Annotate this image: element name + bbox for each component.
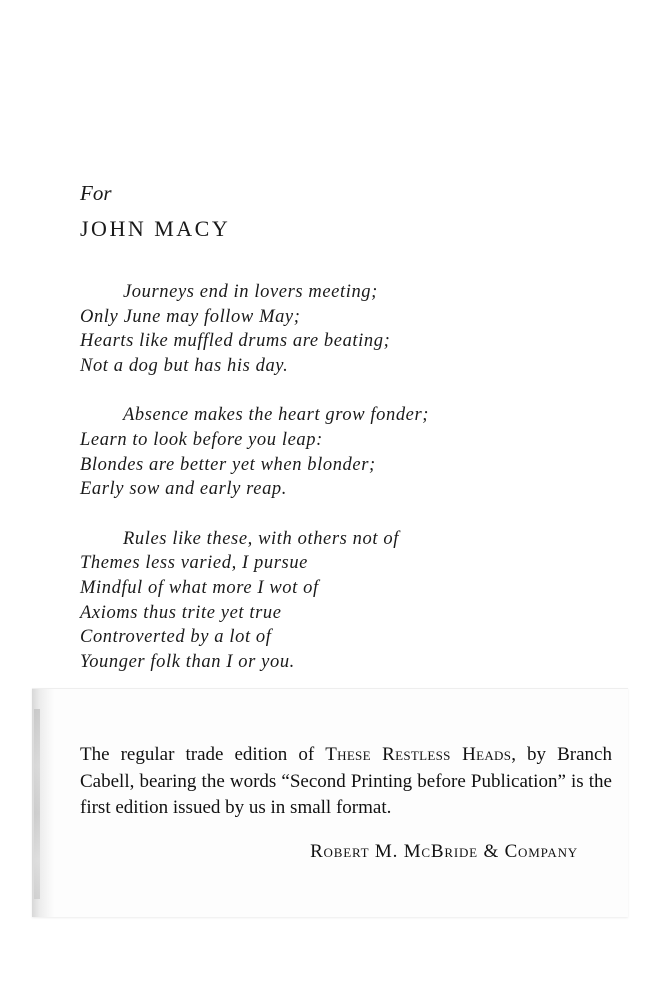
- publisher-slip: [32, 688, 628, 917]
- poem-line: Only June may follow May;: [80, 306, 301, 327]
- slip-torn-edge: [32, 689, 54, 917]
- poem-stanza-3: [80, 527, 540, 675]
- book-title: These Restless Heads: [325, 744, 512, 765]
- poem-line: Hearts like muffled drums are beating;: [80, 331, 391, 352]
- poem-stanza-1: [80, 280, 540, 378]
- dedication-name: JOHN MACY: [80, 216, 231, 241]
- dedication-poem: [80, 280, 540, 674]
- poem-line: Not a dog but has his day.: [80, 355, 289, 376]
- poem-line: Journeys end in lovers meeting;: [123, 282, 378, 302]
- poem-line: Blondes are better yet when blonder;: [80, 454, 376, 475]
- slip-notice-body: , by Branch Cabell, bearing the words “Second Printing before Publication” is the first edition issued by us in small format.: [80, 744, 612, 818]
- poem-line: Axioms thus trite yet true: [80, 602, 282, 623]
- poem-line: Younger folk than I or you.: [80, 651, 295, 672]
- poem-line: Mindful of what more I wot of: [80, 577, 319, 598]
- poem-line: Absence makes the heart grow fonder;: [123, 405, 430, 426]
- slip-notice: [80, 742, 612, 822]
- poem-line: Early sow and early reap.: [80, 479, 288, 500]
- poem-line: Learn to look before you leap:: [80, 429, 323, 450]
- dedication-for-label: For: [80, 181, 112, 205]
- publisher-name: Robert M. McBride & Company: [310, 841, 578, 862]
- poem-line: Controverted by a lot of: [80, 627, 272, 648]
- poem-line: Rules like these, with others not of: [123, 528, 399, 549]
- poem-stanza-2: [80, 403, 540, 501]
- poem-line: Themes less varied, I pursue: [80, 553, 308, 574]
- slip-notice-lead: The regular trade edition of: [80, 744, 326, 765]
